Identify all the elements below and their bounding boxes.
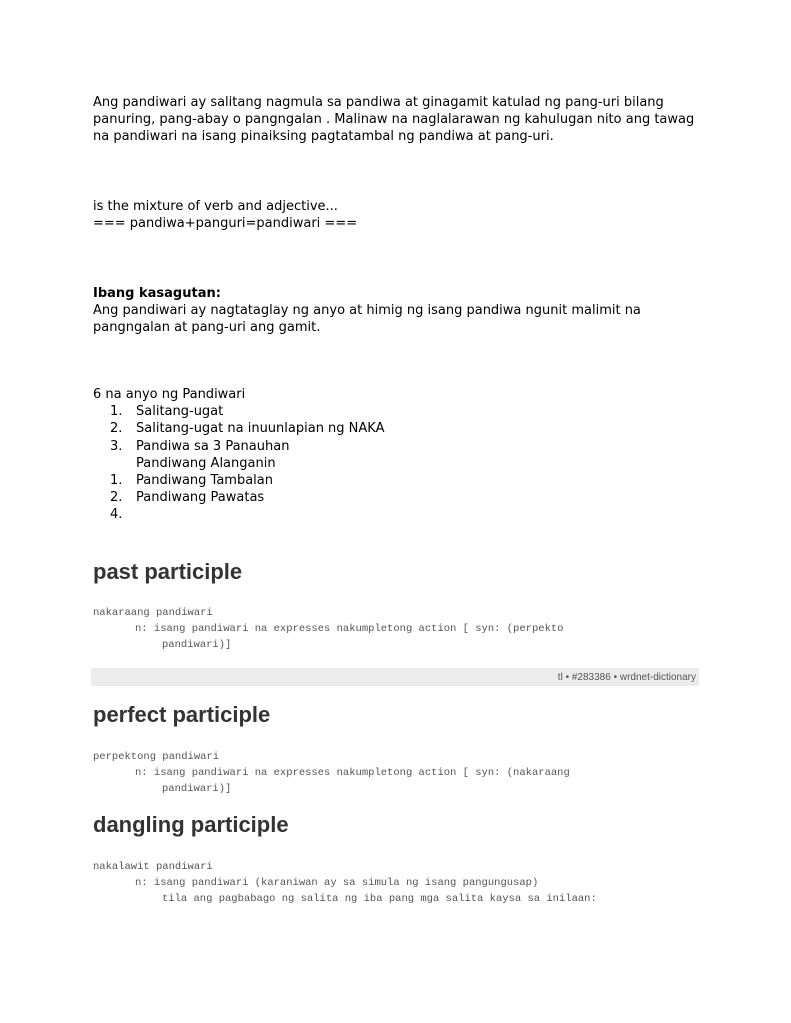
list-item	[93, 403, 593, 420]
list-item	[93, 455, 593, 472]
source-link[interactable]: tl • #283386 • wrdnet-dictionary	[557, 672, 696, 683]
entry-title: dangling participle	[93, 812, 289, 837]
list-number: 1.	[110, 472, 123, 488]
intro-line: panuring, pang-abay o pangngalan . Malinaw na naglalarawan ng kahulugan nito ang tawag	[93, 112, 695, 127]
entry-definition	[93, 749, 703, 797]
intro-paragraph	[93, 94, 703, 145]
english-line: is the mixture of verb and adjective...	[93, 199, 338, 214]
list-number: 1.	[110, 404, 123, 420]
entry-title: past participle	[93, 559, 243, 584]
list-text: Pandiwang Pawatas	[136, 490, 265, 506]
list-text: Pandiwang Alanganin	[136, 455, 276, 471]
list-number: 2.	[110, 421, 123, 437]
list-text: Salitang-ugat	[136, 404, 224, 420]
entry-def-line: tila ang pagbabago ng salita ng iba pang mga salita kaysa sa inilaan:	[162, 893, 597, 905]
list-item	[93, 489, 593, 506]
other-answer-line: Ang pandiwari ay nagtataglay ng anyo at himig ng isang pandiwa ngunit malimit na	[93, 303, 641, 318]
entry-term: nakaraang pandiwari	[93, 607, 213, 619]
other-answer-line: pangngalan at pang-uri ang gamit.	[93, 320, 321, 335]
intro-line: Ang pandiwari ay salitang nagmula sa pandiwa at ginagamit katulad ng pang-uri bilang	[93, 95, 664, 110]
list-item	[93, 472, 593, 489]
list-item	[93, 506, 593, 523]
entry-def-line: n: isang pandiwari (karaniwan ay sa simula ng isang pangungusap)	[135, 877, 539, 889]
other-answer-section	[93, 285, 703, 336]
english-line: === pandiwa+panguri=pandiwari ===	[93, 216, 358, 231]
list-number: 3.	[110, 438, 123, 454]
entry-def-line: pandiwari)]	[162, 639, 232, 651]
list-item	[93, 438, 593, 455]
list-text: Pandiwang Tambalan	[136, 472, 274, 488]
intro-line: na pandiwari na isang pinaiksing pagtatambal ng pandiwa at pang-uri.	[93, 129, 554, 144]
entry-def-line: n: isang pandiwari na expresses nakumpletong action [ syn: (nakaraang	[135, 767, 570, 779]
entry-term: nakalawit pandiwari	[93, 861, 213, 873]
forms-title: 6 na anyo ng Pandiwari	[93, 387, 246, 402]
other-answer-heading: Ibang kasagutan:	[93, 286, 221, 301]
entry-definition	[93, 605, 703, 653]
source-bar	[91, 668, 699, 686]
list-number: 2.	[110, 490, 123, 506]
list-number: 4.	[110, 507, 123, 523]
list-text: Pandiwa sa 3 Panauhan	[136, 438, 290, 454]
list-text: Salitang-ugat na inuunlapian ng NAKA	[136, 421, 385, 437]
list-item	[93, 420, 593, 437]
entry-def-line: pandiwari)]	[162, 783, 232, 795]
entry-title: perfect participle	[93, 702, 271, 727]
entry-term: perpektong pandiwari	[93, 751, 220, 763]
entry-def-line: n: isang pandiwari na expresses nakumpletong action [ syn: (perpekto	[135, 623, 564, 635]
forms-list	[93, 386, 593, 524]
entry-definition	[93, 859, 703, 907]
english-paragraph	[93, 198, 703, 232]
